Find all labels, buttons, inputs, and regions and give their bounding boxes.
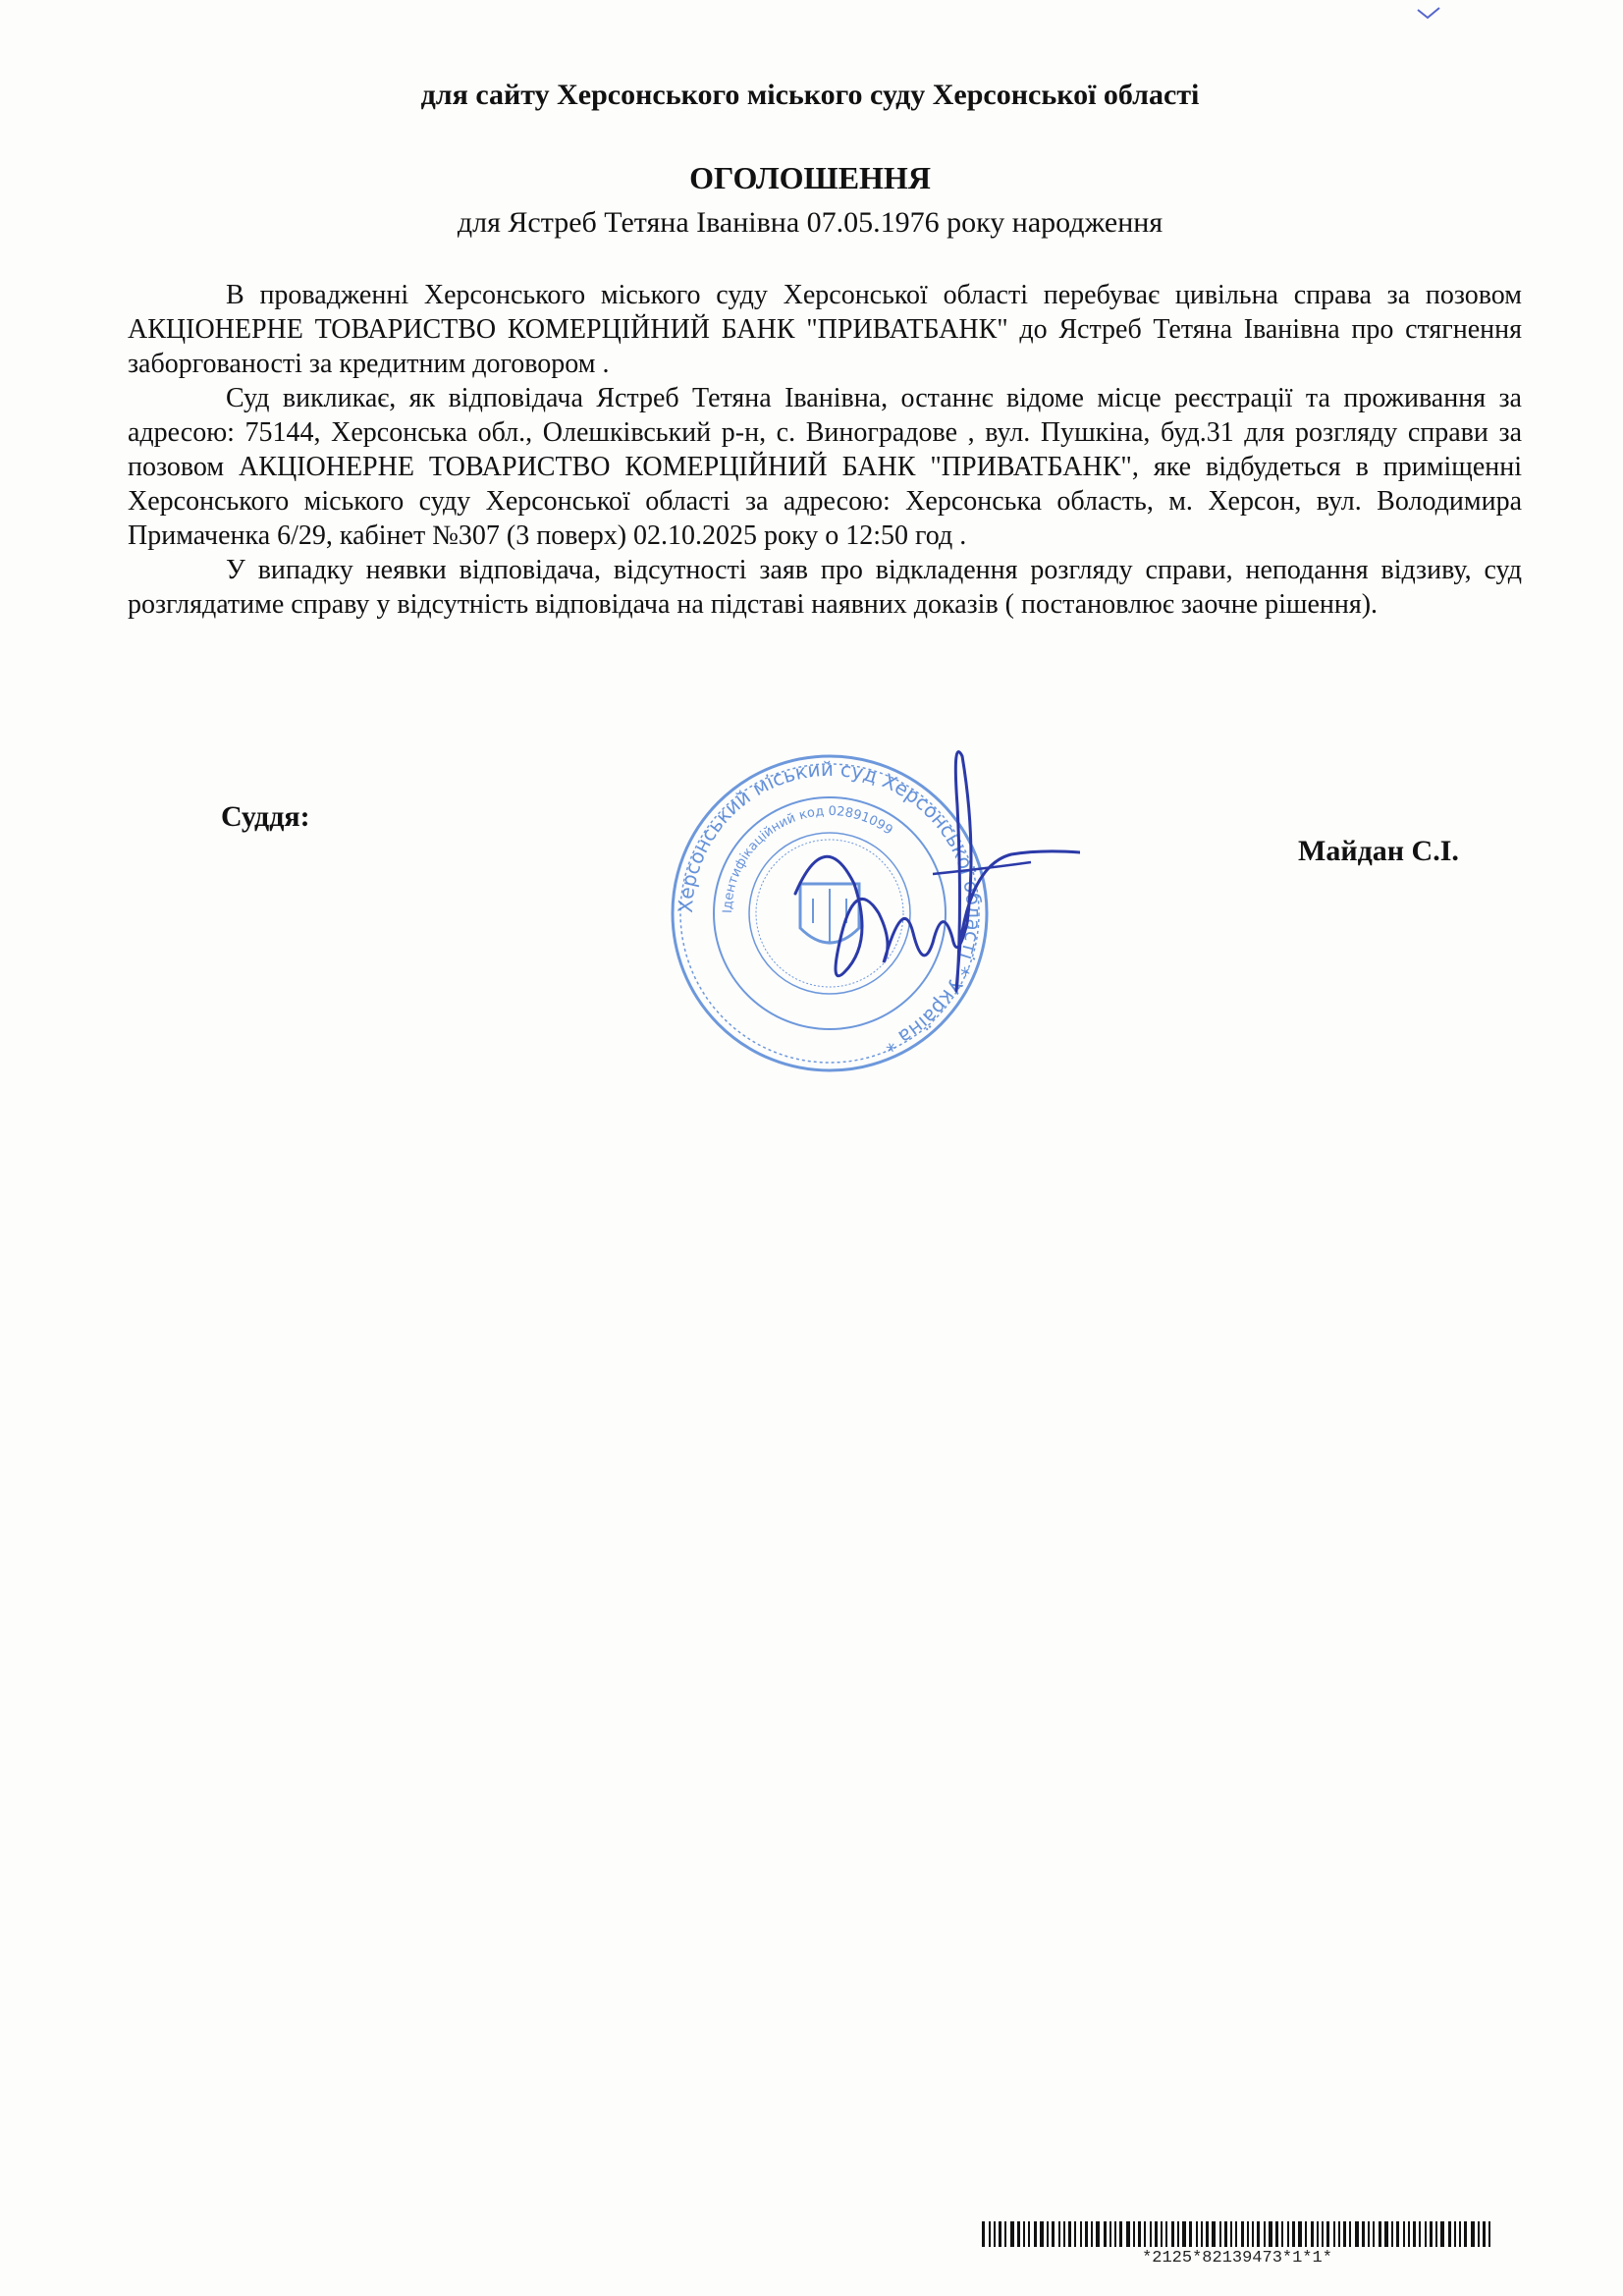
- barcode-bar: [1138, 2221, 1141, 2247]
- barcode-bar: [1068, 2221, 1071, 2247]
- barcode-bar: [1384, 2221, 1388, 2247]
- barcode-bar: [1488, 2221, 1490, 2247]
- barcode-bar: [989, 2221, 991, 2247]
- barcode-bar: [1478, 2221, 1480, 2247]
- barcode-bar: [1413, 2221, 1416, 2247]
- barcode-bar: [1177, 2221, 1179, 2247]
- barcode-bar: [1085, 2221, 1088, 2247]
- barcode-bar: [1368, 2221, 1370, 2247]
- barcode-bar: [1161, 2221, 1163, 2247]
- barcode-bar: [1362, 2221, 1365, 2247]
- barcode-bar: [1230, 2221, 1232, 2247]
- barcode-icon: [982, 2221, 1492, 2247]
- paragraph-consequences: У випадку неявки відповідача, відсутності заяв про відкладення розгляду справи, неподання відзиву, суд розглядатиме справу у відсутність відповідача на підставі наявних доказів ( постановлює заочне рішення).: [128, 555, 1522, 620]
- barcode-bar: [1196, 2221, 1198, 2247]
- barcode-bar: [1144, 2221, 1146, 2247]
- barcode-bar: [1257, 2221, 1260, 2247]
- barcode-bar: [1408, 2221, 1410, 2247]
- barcode-bar: [1292, 2221, 1295, 2247]
- barcode-bar: [1326, 2221, 1329, 2247]
- barcode-bar: [1119, 2221, 1122, 2247]
- barcode-bar: [1155, 2221, 1158, 2247]
- barcode-bar: [1440, 2221, 1444, 2247]
- seal-inner-text: Ідентифікаційний код 02891099: [720, 803, 895, 914]
- barcode-bar: [982, 2221, 985, 2247]
- barcode-bar: [1287, 2221, 1289, 2247]
- barcode-bar: [1305, 2221, 1307, 2247]
- barcode-bar: [1219, 2221, 1221, 2247]
- barcode-bar: [1091, 2221, 1093, 2247]
- barcode-number: *2125*82139473*1*1*: [1142, 2249, 1332, 2268]
- barcode-bar: [1150, 2221, 1152, 2247]
- barcode-bar: [1074, 2221, 1076, 2247]
- barcode-bar: [1483, 2221, 1486, 2247]
- barcode-bar: [1028, 2221, 1030, 2247]
- barcode-bar: [1052, 2221, 1055, 2247]
- barcode-bar: [1023, 2221, 1025, 2247]
- barcode-bar: [1080, 2221, 1082, 2247]
- barcode-bar: [1182, 2221, 1186, 2247]
- barcode-bar: [1435, 2221, 1437, 2247]
- barcode-bar: [1298, 2221, 1302, 2247]
- barcode-bar: [1379, 2221, 1381, 2247]
- barcode-bar: [1212, 2221, 1216, 2247]
- barcode-bar: [1133, 2221, 1135, 2247]
- barcode-bar: [1017, 2221, 1020, 2247]
- barcode-bar: [1459, 2221, 1461, 2247]
- barcode-bar: [1235, 2221, 1237, 2247]
- barcode-bar: [1338, 2221, 1340, 2247]
- barcode-bar: [1355, 2221, 1359, 2247]
- barcode-bar: [1206, 2221, 1209, 2247]
- barcode-bar: [999, 2221, 1001, 2247]
- barcode-bar: [1333, 2221, 1335, 2247]
- judge-label: Суддя:: [221, 800, 310, 833]
- barcode-bar: [1010, 2221, 1014, 2247]
- barcode-bar: [1396, 2221, 1399, 2247]
- barcode-bar: [1171, 2221, 1174, 2247]
- barcode-bar: [1349, 2221, 1351, 2247]
- barcode-bar: [1391, 2221, 1393, 2247]
- barcode-bar: [1322, 2221, 1324, 2247]
- judge-name: Майдан С.І.: [1298, 835, 1459, 867]
- barcode-bar: [1114, 2221, 1116, 2247]
- barcode-bar: [1109, 2221, 1111, 2247]
- seal-outer-text: Херсонський міський суд Херсонської області * Україна *: [673, 756, 987, 1058]
- barcode-bar: [994, 2221, 996, 2247]
- document-title: ОГОЛОШЕННЯ: [689, 160, 931, 195]
- barcode-bar: [1281, 2221, 1283, 2247]
- barcode-bar: [1224, 2221, 1227, 2247]
- scan-mark-icon: [1414, 4, 1443, 24]
- barcode-bar: [1419, 2221, 1421, 2247]
- barcode-bar: [1464, 2221, 1467, 2247]
- barcode-bar: [1471, 2221, 1475, 2247]
- paragraph-summons: Суд викликає, як відповідача Ястреб Тетяна Іванівна, останнє відоме місце реєстрації та проживання за адресою: 75144, Херсонська обл., Олешківський р-н, с. Виноградове , вул. Пушкіна, буд.31 для розгляду справи за позовом АКЦІОНЕРНЕ ТОВАРИСТВО КОМЕРЦІЙНИЙ БАНК "ПРИВАТБАНК", яке відбудеться в приміщенні Херсонського міського суду Херсонської області за адресою: Херсонська область, м. Херсон, вул. Володимира Примаченка 6/29, кабінет №307 (3 поверх) 02.10.2025 року о 12:50 год .: [128, 383, 1522, 551]
- paragraph-case: В провадженні Херсонського міського суду Херсонської області перебуває цивільна справа за позовом АКЦІОНЕРНЕ ТОВАРИСТВО КОМЕРЦІЙНИЙ БАНК "ПРИВАТБАНК" до Ястреб Тетяна Іванівна про стягнення заборгованості за кредитним договором .: [128, 280, 1522, 379]
- barcode-bar: [1058, 2221, 1060, 2247]
- barcode-bar: [1047, 2221, 1049, 2247]
- barcode-bar: [1269, 2221, 1272, 2247]
- barcode-bar: [1275, 2221, 1278, 2247]
- barcode-bar: [1317, 2221, 1319, 2247]
- barcode-bar: [1004, 2221, 1006, 2247]
- barcode-bar: [1126, 2221, 1130, 2247]
- document-subtitle: для Ястреб Тетяна Іванівна 07.05.1976 року народження: [457, 206, 1163, 239]
- barcode-bar: [1403, 2221, 1405, 2247]
- signature-icon: [785, 746, 1080, 1041]
- barcode-bar: [1373, 2221, 1375, 2247]
- barcode-bar: [1454, 2221, 1456, 2247]
- barcode-bar: [1201, 2221, 1203, 2247]
- barcode-bar: [1189, 2221, 1192, 2247]
- barcode-bar: [1311, 2221, 1314, 2247]
- barcode-bar: [1252, 2221, 1254, 2247]
- document-header: для сайту Херсонського міського суду Херсонської області: [420, 79, 1200, 111]
- document-body: [128, 278, 1522, 622]
- barcode-bar: [1264, 2221, 1266, 2247]
- barcode-bar: [1096, 2221, 1100, 2247]
- barcode-bar: [1104, 2221, 1107, 2247]
- barcode-bar: [1425, 2221, 1427, 2247]
- barcode-bar: [1430, 2221, 1433, 2247]
- barcode-bar: [1343, 2221, 1346, 2247]
- barcode-bar: [1241, 2221, 1244, 2247]
- barcode-bar: [1034, 2221, 1037, 2247]
- barcode-bar: [1063, 2221, 1065, 2247]
- barcode-bar: [1165, 2221, 1167, 2247]
- barcode-bar: [1448, 2221, 1451, 2247]
- barcode-bar: [1040, 2221, 1044, 2247]
- barcode-bar: [1247, 2221, 1249, 2247]
